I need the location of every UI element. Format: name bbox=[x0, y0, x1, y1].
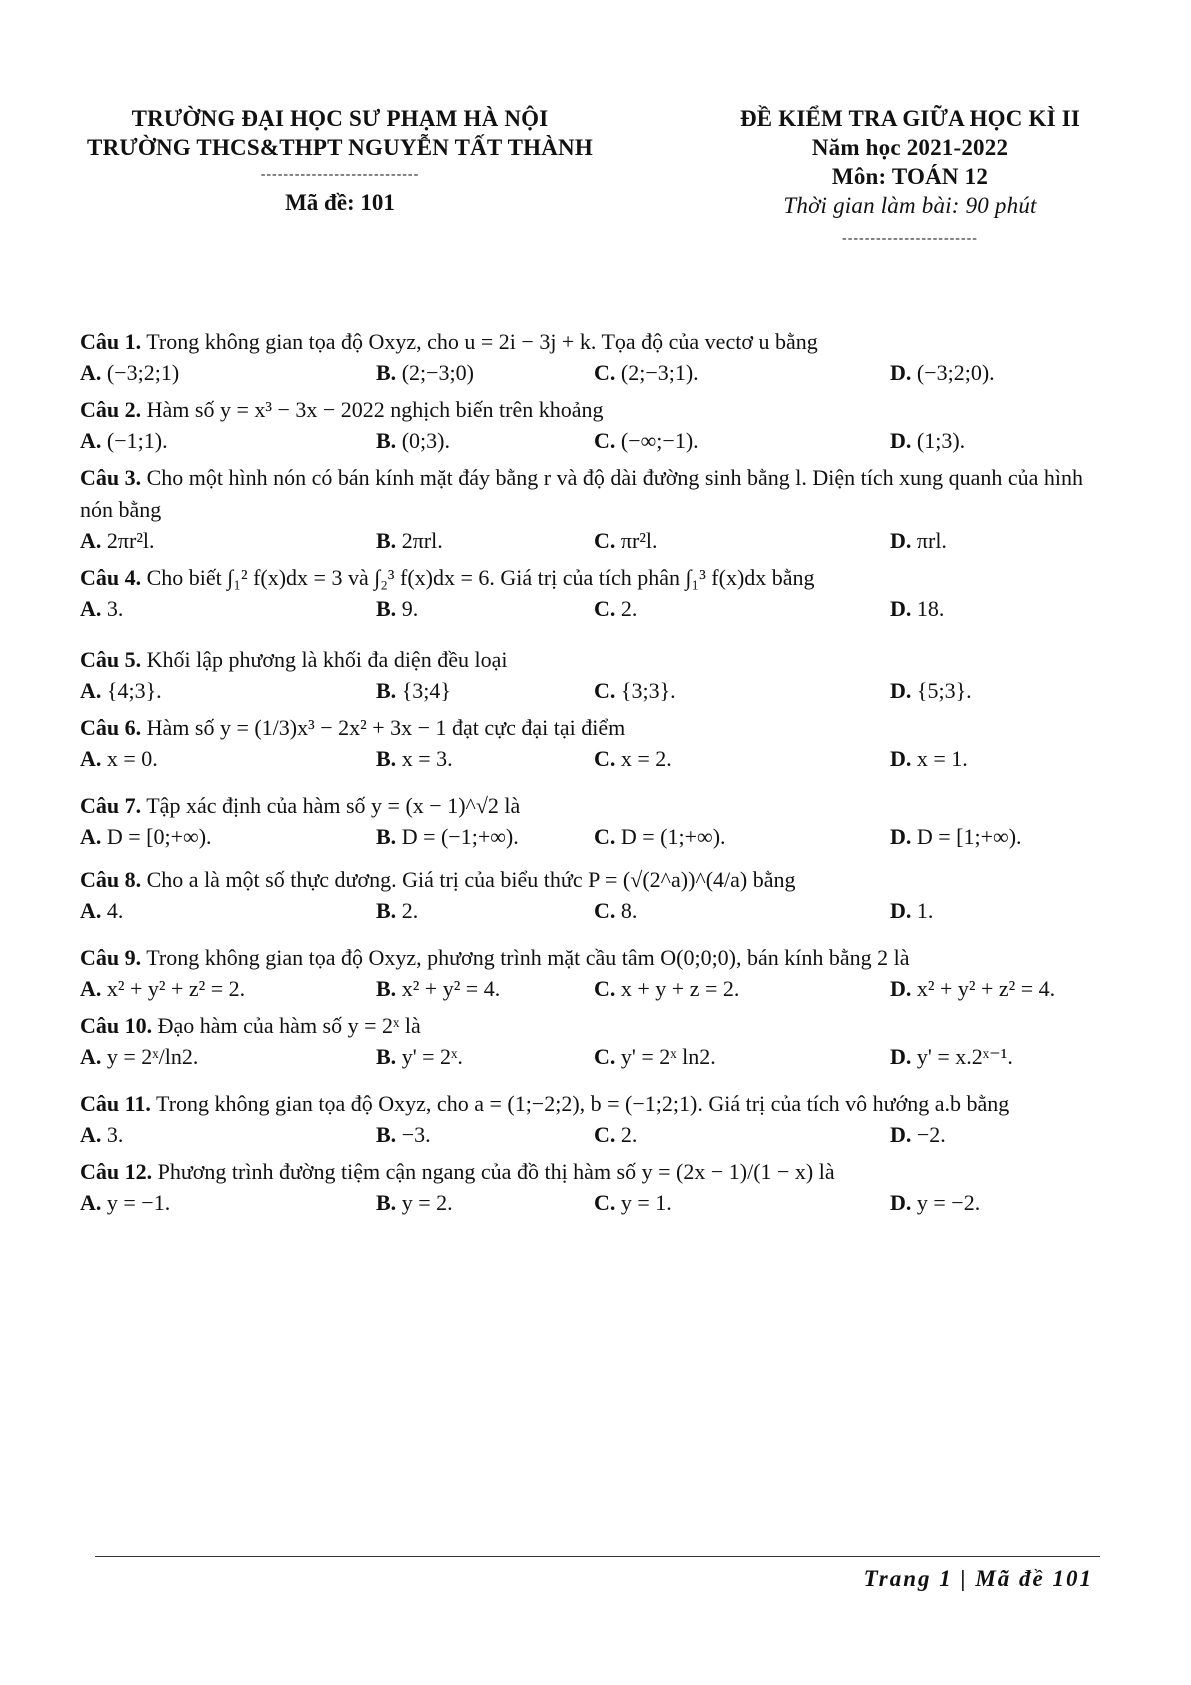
question-number: Câu 6. bbox=[80, 715, 142, 740]
option-letter: D. bbox=[890, 976, 912, 1001]
answer-option bbox=[594, 1044, 716, 1070]
answer-option bbox=[890, 746, 968, 772]
option-letter: C. bbox=[594, 678, 616, 703]
answer-option bbox=[376, 976, 500, 1002]
answer-options bbox=[80, 594, 1100, 630]
option-letter: A. bbox=[80, 1190, 102, 1215]
answer-option bbox=[594, 1122, 637, 1148]
question-stem bbox=[80, 1088, 1100, 1120]
option-letter: C. bbox=[594, 1122, 616, 1147]
option-letter: C. bbox=[594, 824, 616, 849]
option-letter: C. bbox=[594, 428, 616, 453]
answer-option bbox=[80, 1044, 198, 1070]
option-value: x² + y² + z² = 4. bbox=[916, 976, 1056, 1001]
option-letter: C. bbox=[594, 1190, 616, 1215]
question-stem bbox=[80, 942, 1100, 974]
option-letter: D. bbox=[890, 596, 912, 621]
option-value: x + y + z = 2. bbox=[620, 976, 740, 1001]
option-letter: B. bbox=[376, 1190, 397, 1215]
answer-option bbox=[890, 678, 972, 704]
question-number: Câu 4. bbox=[80, 565, 142, 590]
question-text: Tập xác định của hàm số y = (x − 1)^√2 là bbox=[146, 793, 521, 818]
question-number: Câu 11. bbox=[80, 1091, 151, 1116]
option-value: x = 2. bbox=[620, 746, 672, 771]
question-item bbox=[80, 562, 1100, 630]
option-value: 2. bbox=[620, 1122, 638, 1147]
answer-option bbox=[890, 824, 1022, 850]
option-letter: C. bbox=[594, 746, 616, 771]
answer-option bbox=[80, 746, 158, 772]
answer-option bbox=[594, 1190, 672, 1216]
option-letter: D. bbox=[890, 824, 912, 849]
option-letter: B. bbox=[376, 428, 397, 453]
answer-option bbox=[80, 898, 123, 924]
option-letter: C. bbox=[594, 360, 616, 385]
exam-title: ĐỀ KIỂM TRA GIỮA HỌC KÌ II bbox=[739, 106, 1081, 131]
question-item bbox=[80, 394, 1100, 462]
option-value: πr²l. bbox=[620, 528, 658, 553]
answer-option bbox=[80, 360, 179, 386]
option-value: (−∞;−1). bbox=[620, 428, 699, 453]
right-divider: ------------------------ bbox=[842, 231, 978, 246]
answer-option bbox=[376, 1190, 453, 1216]
left-divider: ---------------------------- bbox=[260, 167, 420, 182]
option-letter: D. bbox=[890, 360, 912, 385]
option-value: 2πrl. bbox=[401, 528, 443, 553]
answer-option bbox=[890, 1190, 980, 1216]
option-letter: B. bbox=[376, 360, 397, 385]
option-letter: A. bbox=[80, 746, 102, 771]
option-letter: A. bbox=[80, 596, 102, 621]
answer-option bbox=[594, 528, 658, 554]
option-value: y = 1. bbox=[620, 1190, 672, 1215]
option-value: 3. bbox=[106, 1122, 124, 1147]
option-letter: B. bbox=[376, 1122, 397, 1147]
answer-option bbox=[890, 528, 947, 554]
answer-option bbox=[890, 596, 944, 622]
answer-options bbox=[80, 822, 1100, 858]
question-number: Câu 8. bbox=[80, 867, 142, 892]
answer-option bbox=[594, 746, 672, 772]
school-year: Năm học 2021-2022 bbox=[811, 135, 1009, 160]
answer-option bbox=[80, 976, 245, 1002]
option-value: y' = x.2ˣ⁻¹. bbox=[916, 1044, 1013, 1069]
option-value: (−3;2;1) bbox=[106, 360, 180, 385]
option-value: x² + y² + z² = 2. bbox=[106, 976, 246, 1001]
option-letter: D. bbox=[890, 428, 912, 453]
answer-option bbox=[80, 1190, 170, 1216]
answer-options bbox=[80, 744, 1100, 780]
question-number: Câu 7. bbox=[80, 793, 142, 818]
option-value: 4. bbox=[106, 898, 124, 923]
option-value: 2. bbox=[620, 596, 638, 621]
option-value: y' = 2ˣ ln2. bbox=[620, 1044, 716, 1069]
answer-option bbox=[376, 678, 451, 704]
answer-option bbox=[594, 824, 726, 850]
answer-options bbox=[80, 676, 1100, 712]
option-value: {3;4} bbox=[401, 678, 451, 703]
answer-option bbox=[80, 1122, 123, 1148]
question-text: Phương trình đường tiệm cận ngang của đồ thị hàm số y = (2x − 1)/(1 − x) là bbox=[157, 1159, 835, 1184]
option-letter: C. bbox=[594, 528, 616, 553]
question-text: Đạo hàm của hàm số y = 2ˣ là bbox=[157, 1013, 421, 1038]
option-value: {4;3}. bbox=[106, 678, 162, 703]
option-value: (−1;1). bbox=[106, 428, 168, 453]
answer-options bbox=[80, 358, 1100, 394]
question-stem bbox=[80, 864, 1100, 896]
page-footer: Trang 1 | Mã đề 101 bbox=[863, 1566, 1093, 1591]
answer-option bbox=[890, 1044, 1013, 1070]
option-letter: A. bbox=[80, 1044, 102, 1069]
option-letter: D. bbox=[890, 1190, 912, 1215]
answer-options bbox=[80, 974, 1100, 1010]
question-text: Hàm số y = (1/3)x³ − 2x² + 3x − 1 đạt cực đại tại điểm bbox=[146, 715, 626, 740]
answer-option bbox=[594, 898, 637, 924]
answer-option bbox=[376, 528, 443, 554]
answer-option bbox=[376, 428, 450, 454]
answer-option bbox=[890, 1122, 946, 1148]
option-value: D = [1;+∞). bbox=[916, 824, 1022, 849]
option-letter: A. bbox=[80, 678, 102, 703]
question-number: Câu 10. bbox=[80, 1013, 153, 1038]
answer-option bbox=[890, 976, 1055, 1002]
answer-option bbox=[80, 678, 162, 704]
option-value: y = 2ˣ/ln2. bbox=[106, 1044, 199, 1069]
question-stem bbox=[80, 1156, 1100, 1188]
question-number: Câu 1. bbox=[80, 329, 142, 354]
option-letter: B. bbox=[376, 678, 397, 703]
option-letter: D. bbox=[890, 1122, 912, 1147]
answer-option bbox=[890, 428, 965, 454]
option-value: y = −2. bbox=[916, 1190, 981, 1215]
option-letter: A. bbox=[80, 528, 102, 553]
question-number: Câu 5. bbox=[80, 647, 142, 672]
answer-option bbox=[594, 596, 637, 622]
university-name: TRƯỜNG ĐẠI HỌC SƯ PHẠM HÀ NỘI bbox=[131, 106, 549, 131]
option-letter: A. bbox=[80, 1122, 102, 1147]
option-value: −2. bbox=[916, 1122, 946, 1147]
question-number: Câu 2. bbox=[80, 397, 142, 422]
answer-option bbox=[890, 898, 933, 924]
option-value: D = (−1;+∞). bbox=[401, 824, 519, 849]
option-letter: D. bbox=[890, 528, 912, 553]
answer-options bbox=[80, 526, 1100, 562]
option-letter: B. bbox=[376, 976, 397, 1001]
option-value: {5;3}. bbox=[916, 678, 972, 703]
subject: Môn: TOÁN 12 bbox=[831, 164, 989, 189]
question-text: Cho a là một số thực dương. Giá trị của biểu thức P = (√(2^a))^(4/a) bằng bbox=[146, 867, 796, 892]
exam-time: Thời gian làm bài: 90 phút bbox=[783, 193, 1037, 218]
question-item bbox=[80, 864, 1100, 932]
question-stem bbox=[80, 562, 1100, 594]
option-value: 3. bbox=[106, 596, 124, 621]
answer-options bbox=[80, 896, 1100, 932]
option-value: (2;−3;1). bbox=[620, 360, 699, 385]
answer-option bbox=[80, 596, 123, 622]
answer-option bbox=[376, 746, 453, 772]
exam-header bbox=[640, 104, 1180, 254]
option-value: 2. bbox=[401, 898, 419, 923]
option-letter: D. bbox=[890, 1044, 912, 1069]
option-letter: B. bbox=[376, 824, 397, 849]
option-value: 1. bbox=[916, 898, 934, 923]
answer-option bbox=[594, 428, 699, 454]
question-stem bbox=[80, 1010, 1100, 1042]
question-stem bbox=[80, 790, 1100, 822]
option-letter: B. bbox=[376, 1044, 397, 1069]
question-item bbox=[80, 1088, 1100, 1156]
answer-options bbox=[80, 1120, 1100, 1156]
option-letter: B. bbox=[376, 596, 397, 621]
option-value: x = 1. bbox=[916, 746, 968, 771]
option-value: (1;3). bbox=[916, 428, 966, 453]
question-item bbox=[80, 326, 1100, 394]
question-text: Trong không gian tọa độ Oxyz, cho u = 2i − 3j + k. Tọa độ của vectơ u bằng bbox=[146, 329, 818, 354]
answer-option bbox=[80, 428, 168, 454]
question-stem bbox=[80, 644, 1100, 676]
option-value: (−3;2;0). bbox=[916, 360, 995, 385]
option-letter: D. bbox=[890, 678, 912, 703]
option-value: 8. bbox=[620, 898, 638, 923]
question-text: Khối lập phương là khối đa diện đều loại bbox=[146, 647, 508, 672]
option-value: y = 2. bbox=[401, 1190, 453, 1215]
question-text: Hàm số y = x³ − 3x − 2022 nghịch biến trên khoảng bbox=[146, 397, 604, 422]
footer-divider bbox=[95, 1556, 1100, 1557]
question-text: Cho một hình nón có bán kính mặt đáy bằng r và độ dài đường sinh bằng l. Diện tích xung quanh của hình nón bằng bbox=[80, 465, 1084, 522]
answer-options bbox=[80, 1188, 1100, 1224]
question-stem bbox=[80, 326, 1100, 358]
option-letter: C. bbox=[594, 976, 616, 1001]
option-letter: C. bbox=[594, 898, 616, 923]
option-value: (0;3). bbox=[401, 428, 450, 453]
option-value: x² + y² = 4. bbox=[401, 976, 501, 1001]
option-value: x = 3. bbox=[401, 746, 453, 771]
answer-option bbox=[890, 360, 995, 386]
option-value: (2;−3;0) bbox=[401, 360, 474, 385]
answer-option bbox=[376, 360, 474, 386]
option-value: 2πr²l. bbox=[106, 528, 155, 553]
option-letter: B. bbox=[376, 746, 397, 771]
question-item bbox=[80, 644, 1100, 712]
answer-option bbox=[80, 528, 155, 554]
answer-option bbox=[376, 596, 418, 622]
option-value: 9. bbox=[401, 596, 419, 621]
question-item bbox=[80, 942, 1100, 1010]
school-name: TRƯỜNG THCS&THPT NGUYỄN TẤT THÀNH bbox=[87, 135, 593, 160]
answer-option bbox=[376, 1122, 431, 1148]
option-value: y' = 2ˣ. bbox=[401, 1044, 463, 1069]
exam-code: Mã đề: 101 bbox=[285, 190, 395, 215]
answer-option bbox=[376, 898, 418, 924]
option-value: 18. bbox=[916, 596, 945, 621]
option-letter: D. bbox=[890, 746, 912, 771]
option-letter: C. bbox=[594, 596, 616, 621]
answer-option bbox=[376, 1044, 463, 1070]
school-header bbox=[60, 104, 620, 216]
option-value: πrl. bbox=[916, 528, 947, 553]
question-item bbox=[80, 712, 1100, 780]
option-value: D = [0;+∞). bbox=[106, 824, 212, 849]
question-item bbox=[80, 1010, 1100, 1078]
option-value: D = (1;+∞). bbox=[620, 824, 726, 849]
answer-option bbox=[594, 678, 676, 704]
question-number: Câu 12. bbox=[80, 1159, 153, 1184]
option-letter: B. bbox=[376, 898, 397, 923]
question-text: Cho biết ∫₁² f(x)dx = 3 và ∫₂³ f(x)dx = 6. Giá trị của tích phân ∫₁³ f(x)dx bằng bbox=[146, 565, 815, 590]
option-letter: D. bbox=[890, 898, 912, 923]
question-list bbox=[80, 326, 1100, 1234]
option-letter: B. bbox=[376, 528, 397, 553]
question-number: Câu 3. bbox=[80, 465, 142, 490]
answer-option bbox=[376, 824, 519, 850]
answer-options bbox=[80, 1042, 1100, 1078]
answer-options bbox=[80, 426, 1100, 462]
question-stem bbox=[80, 462, 1100, 526]
question-item bbox=[80, 1156, 1100, 1224]
option-value: y = −1. bbox=[106, 1190, 171, 1215]
option-value: −3. bbox=[401, 1122, 431, 1147]
option-value: x = 0. bbox=[106, 746, 158, 771]
question-text: Trong không gian tọa độ Oxyz, cho a = (1;−2;2), b = (−1;2;1). Giá trị của tích vô hướng a.b bằng bbox=[156, 1091, 1010, 1116]
option-letter: A. bbox=[80, 360, 102, 385]
question-item bbox=[80, 790, 1100, 858]
option-letter: A. bbox=[80, 898, 102, 923]
question-stem bbox=[80, 712, 1100, 744]
option-letter: A. bbox=[80, 824, 102, 849]
option-letter: C. bbox=[594, 1044, 616, 1069]
option-letter: A. bbox=[80, 428, 102, 453]
option-letter: A. bbox=[80, 976, 102, 1001]
answer-option bbox=[594, 360, 699, 386]
question-item bbox=[80, 462, 1100, 562]
question-text: Trong không gian tọa độ Oxyz, phương trình mặt cầu tâm O(0;0;0), bán kính bằng 2 là bbox=[146, 945, 910, 970]
answer-option bbox=[594, 976, 739, 1002]
question-number: Câu 9. bbox=[80, 945, 142, 970]
answer-option bbox=[80, 824, 212, 850]
option-value: {3;3}. bbox=[620, 678, 676, 703]
question-stem bbox=[80, 394, 1100, 426]
